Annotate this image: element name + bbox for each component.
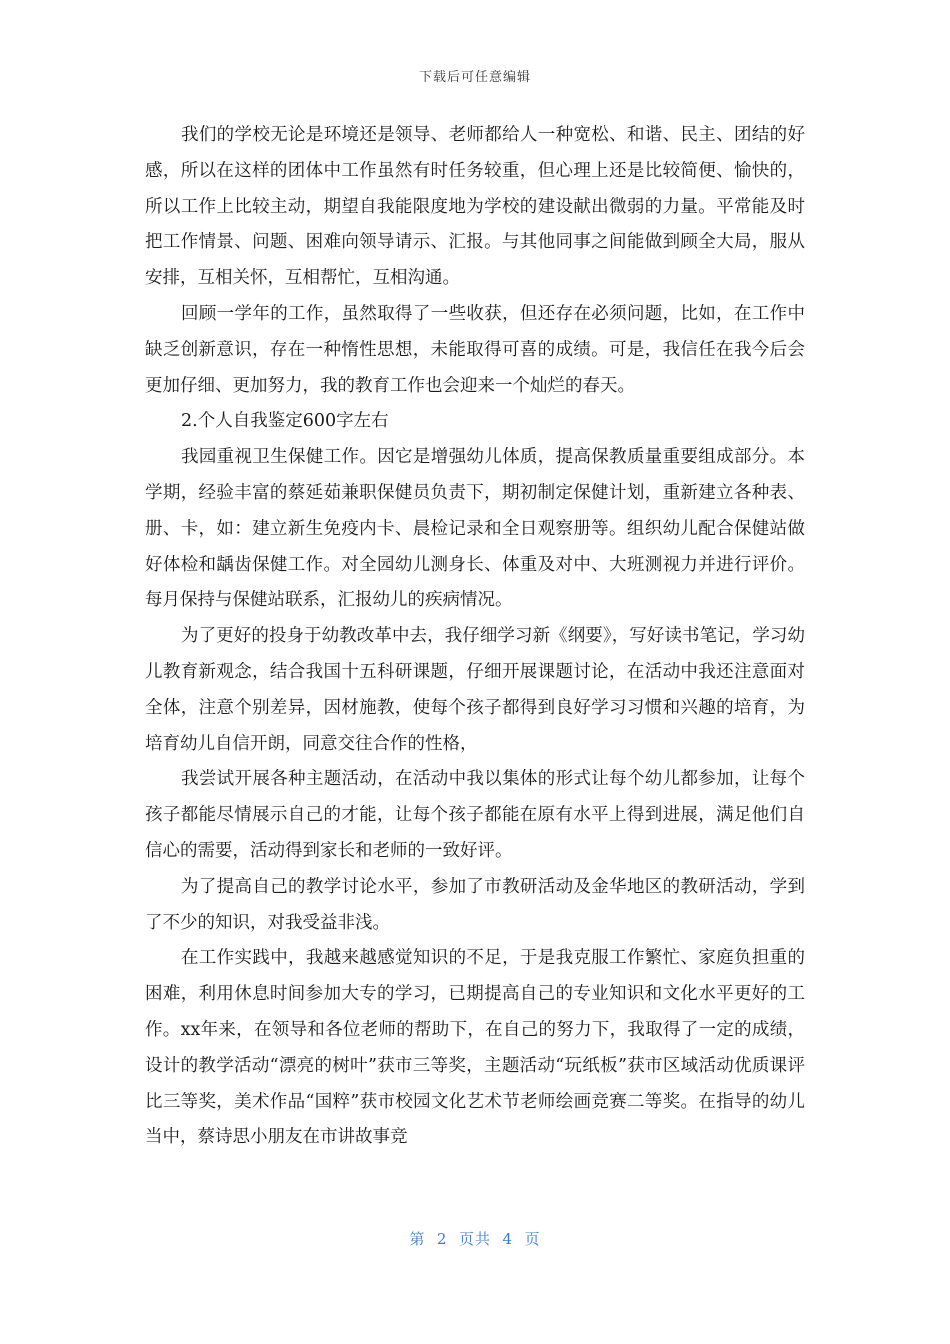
section-heading: 2.个人自我鉴定600字左右 — [181, 411, 389, 432]
paragraph: 在工作实践中，我越来越感觉知识的不足，于是我克服工作繁忙、家庭负担重的困难，利用休息时间参加大专的学习，已期提高自己的专业知识和文化水平更好的工作。xx年来，在领导和各位老师的帮助下，在自己的努力下，我取得了一定的成绩，设计的教学活动“漂亮的树叶”获市三等奖，主题活动“玩纸板”获市区域活动优质课评比三等奖，美术作品“国粹”获市校园文化艺术节老师绘画竞赛二等奖。在指导的幼儿当中，蔡诗思小朋友在市讲故事竞 — [145, 948, 805, 1148]
paragraph: 我园重视卫生保健工作。因它是增强幼儿体质，提高保教质量重要组成部分。本学期，经验丰富的蔡延茹兼职保健员负责下，期初制定保健计划，重新建立各种表、册、卡，如：建立新生免疫内卡、晨检记录和全日观察册等。组织幼儿配合保健站做好体检和龋齿保健工作。对全园幼儿测身长、体重及对中、大班测视力并进行评价。每月保持与保健站联系，汇报幼儿的疾病情况。 — [145, 447, 805, 611]
paragraph: 为了提高自己的教学讨论水平，参加了市教研活动及金华地区的教研活动，学到了不少的知识，对我受益非浅。 — [145, 876, 805, 933]
page-footer — [0, 1228, 950, 1249]
document-body — [145, 118, 805, 1156]
paragraph: 回顾一学年的工作，虽然取得了一些收获，但还存在必须问题，比如，在工作中缺乏创新意识，存在一种惰性思想，未能取得可喜的成绩。可是，我信任在我今后会更加仔细、更加努力，我的教育工作也会迎来一个灿烂的春天。 — [145, 303, 805, 396]
paragraph: 为了更好的投身于幼教改革中去，我仔细学习新《纲要》，写好读书笔记，学习幼儿教育新观念，结合我国十五科研课题，仔细开展课题讨论，在活动中我还注意面对全体，注意个别差异，因材施教，使每个孩子都得到良好学习习惯和兴趣的培育，为培育幼儿自信开朗，同意交往合作的性格， — [145, 626, 805, 754]
paragraph: 我们的学校无论是环境还是领导、老师都给人一种宽松、和谐、民主、团结的好感，所以在这样的团体中工作虽然有时任务较重，但心理上还是比较简便、愉快的，所以工作上比较主动，期望自我能限度地为学校的建设献出微弱的力量。平常能及时把工作情景、问题、困难向领导请示、汇报。与其他同事之间能做到顾全大局，服从安排，互相关怀，互相帮忙，互相沟通。 — [145, 125, 805, 289]
page-header: 下载后可任意编辑 — [418, 70, 531, 85]
page-number: 第 2 页共 4 页 — [409, 1230, 541, 1248]
paragraph: 我尝试开展各种主题活动，在活动中我以集体的形式让每个幼儿都参加，让每个孩子都能尽情展示自己的才能，让每个孩子都能在原有水平上得到进展，满足他们自信心的需要，活动得到家长和老师的一致好评。 — [145, 769, 805, 861]
